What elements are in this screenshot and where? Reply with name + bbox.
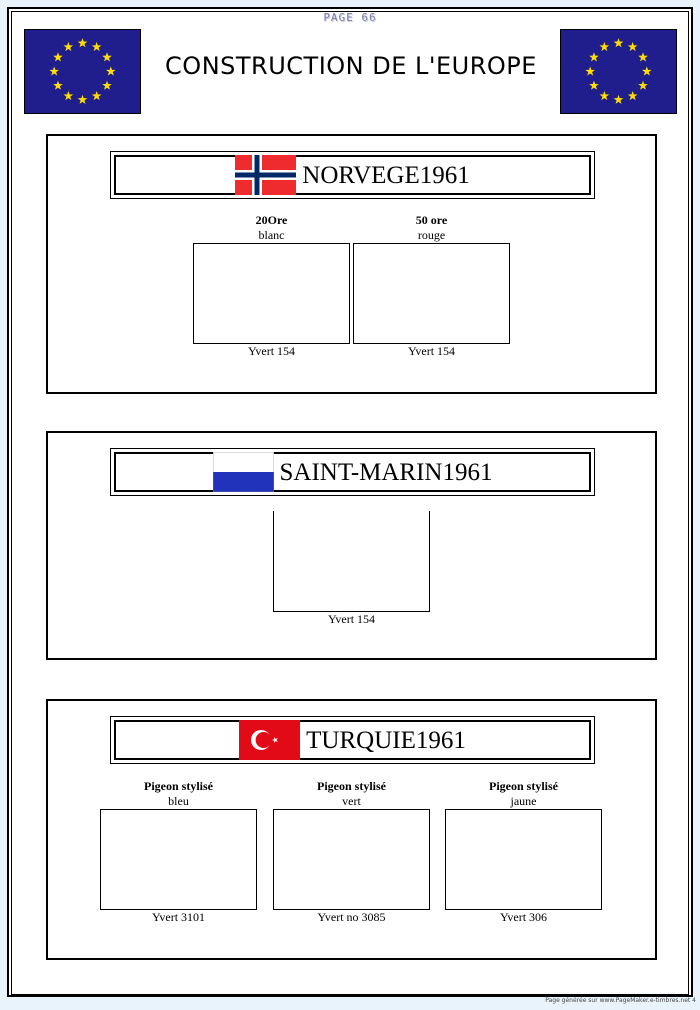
eu-star-icon <box>78 95 88 104</box>
stamp-title: 20Ore <box>255 213 288 227</box>
eu-star-icon <box>53 52 63 61</box>
stamp-catalog-ref: Yvert 3101 <box>151 910 206 924</box>
country-name: NORVEGE1961 <box>302 161 470 189</box>
stamp-box <box>273 809 430 910</box>
stamp-slot <box>100 779 257 924</box>
stamp-slot <box>273 779 430 924</box>
eu-star-icon <box>64 91 74 100</box>
stamp-slot <box>193 213 350 358</box>
eu-star-icon <box>106 66 116 75</box>
stamp-box <box>193 243 350 344</box>
country-banner <box>110 448 595 496</box>
stamp-color: bleu <box>168 794 189 808</box>
eu-star-icon <box>92 42 102 51</box>
eu-star-icon <box>628 42 638 51</box>
eu-flag-right-icon <box>560 29 677 114</box>
eu-star-icon <box>614 38 624 47</box>
stamp-color: rouge <box>417 228 446 242</box>
eu-star-icon <box>589 52 599 61</box>
country-name: SAINT-MARIN1961 <box>279 458 493 486</box>
stamp-box <box>445 809 602 910</box>
flag-turkey-icon <box>239 720 300 760</box>
stamp-title: 50 ore <box>415 213 448 227</box>
eu-star-icon <box>49 66 59 75</box>
stamp-title: Pigeon stylisé <box>489 779 558 793</box>
eu-star-icon <box>102 81 112 90</box>
stamp-catalog-ref: Yvert 154 <box>327 612 376 626</box>
eu-star-icon <box>600 42 610 51</box>
stamp-catalog-ref: Yvert 154 <box>407 344 456 358</box>
stamp-catalog-ref: Yvert 306 <box>499 910 548 924</box>
eu-star-icon <box>642 66 652 75</box>
flag-san-marino-icon <box>213 452 274 492</box>
stamp-slot <box>353 213 510 358</box>
stamp-slot <box>273 511 430 626</box>
stamp-title: Pigeon stylisé <box>144 779 213 793</box>
eu-star-icon <box>64 42 74 51</box>
eu-flag-left-icon <box>24 29 141 114</box>
eu-star-icon <box>102 52 112 61</box>
eu-star-icon <box>614 95 624 104</box>
page-title: CONSTRUCTION DE L'EUROPE <box>165 52 537 80</box>
country-banner <box>110 716 595 764</box>
stamp-color: jaune <box>510 794 537 808</box>
stamp-catalog-ref: Yvert no 3085 <box>317 910 386 924</box>
eu-star-icon <box>78 38 88 47</box>
page-number: PAGE 66 <box>323 11 377 24</box>
country-section-turquie <box>46 699 657 960</box>
stamp-catalog-ref: Yvert 154 <box>247 344 296 358</box>
country-section-norvege <box>46 134 657 394</box>
eu-star-icon <box>585 66 595 75</box>
stamp-box <box>100 809 257 910</box>
stamp-box <box>353 243 510 344</box>
stamp-box <box>273 511 430 612</box>
eu-star-icon <box>638 52 648 61</box>
stamp-title: Pigeon stylisé <box>317 779 386 793</box>
country-section-saint-marin <box>46 431 657 660</box>
country-name: TURQUIE1961 <box>306 726 466 754</box>
country-banner <box>110 151 595 199</box>
eu-star-icon <box>92 91 102 100</box>
eu-star-icon <box>600 91 610 100</box>
eu-star-icon <box>589 81 599 90</box>
eu-star-icon <box>53 81 63 90</box>
stamp-color: vert <box>342 794 361 808</box>
eu-star-icon <box>628 91 638 100</box>
stamp-color: blanc <box>258 228 285 242</box>
eu-star-icon <box>638 81 648 90</box>
flag-norway-icon <box>235 155 296 195</box>
stamp-slot <box>445 779 602 924</box>
footer-credit: Page générée sur www.PageMaker.e-timbres.net 4 <box>545 997 696 1004</box>
